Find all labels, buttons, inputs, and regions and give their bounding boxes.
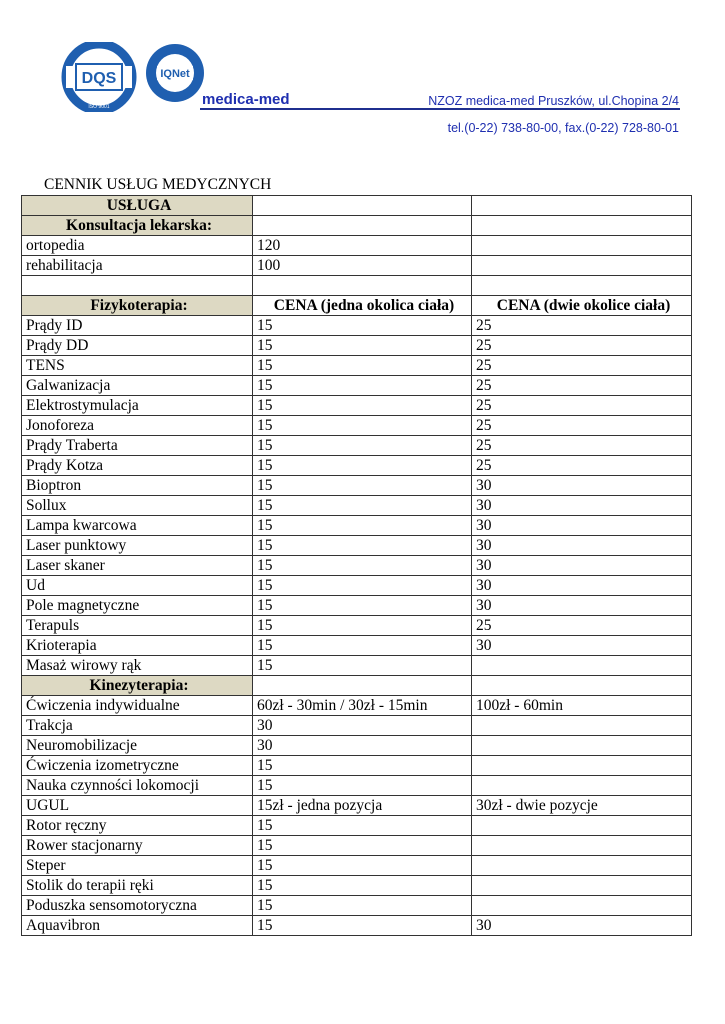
service-name: Elektrostymulacja <box>22 396 253 416</box>
price-2: 25 <box>472 396 692 416</box>
price-2: 30 <box>472 556 692 576</box>
table-row <box>22 696 692 716</box>
header-cell-empty <box>472 196 692 216</box>
section-cell-empty <box>253 216 472 236</box>
section-cell-empty <box>472 676 692 696</box>
empty-row <box>22 276 692 296</box>
table-row <box>22 336 692 356</box>
price-1: 15 <box>253 616 472 636</box>
table-row <box>22 356 692 376</box>
price-2: 25 <box>472 356 692 376</box>
table-row <box>22 316 692 336</box>
price-2 <box>472 816 692 836</box>
section-cell-empty <box>253 676 472 696</box>
service-name: Poduszka sensomotoryczna <box>22 896 253 916</box>
price-1: 30 <box>253 716 472 736</box>
table-row <box>22 816 692 836</box>
price-1: 15 <box>253 916 472 936</box>
service-name: Neuromobilizacje <box>22 736 253 756</box>
empty-cell <box>472 276 692 296</box>
price-1: 15 <box>253 436 472 456</box>
price-1: 15 <box>253 596 472 616</box>
service-name: ortopedia <box>22 236 253 256</box>
svg-text:ISO 9001: ISO 9001 <box>88 104 110 110</box>
table-row <box>22 916 692 936</box>
price-2 <box>472 716 692 736</box>
service-name: Laser punktowy <box>22 536 253 556</box>
clinic-address: NZOZ medica-med Pruszków, ul.Chopina 2/4 <box>428 94 679 108</box>
table-row <box>22 776 692 796</box>
section-row-kinezyterapia <box>22 676 692 696</box>
dqs-logo <box>60 42 138 112</box>
price-1: 15 <box>253 416 472 436</box>
service-name: Jonoforeza <box>22 416 253 436</box>
table-row <box>22 496 692 516</box>
price-1: 15zł - jedna pozycja <box>253 796 472 816</box>
price-2: 25 <box>472 316 692 336</box>
price-2 <box>472 256 692 276</box>
price-2: 25 <box>472 416 692 436</box>
price-1: 100 <box>253 256 472 276</box>
service-name: Trakcja <box>22 716 253 736</box>
table-row <box>22 376 692 396</box>
price-header-two-areas: CENA (dwie okolice ciała) <box>472 296 692 316</box>
dqs-logo-text: DQS <box>81 70 117 87</box>
price-2 <box>472 756 692 776</box>
service-name: Galwanizacja <box>22 376 253 396</box>
price-1: 30 <box>253 736 472 756</box>
empty-cell <box>253 276 472 296</box>
document-title: CENNIK USŁUG MEDYCZNYCH <box>44 176 272 193</box>
table-row <box>22 636 692 656</box>
price-1: 15 <box>253 636 472 656</box>
price-1: 15 <box>253 556 472 576</box>
table-row <box>22 396 692 416</box>
price-1: 15 <box>253 456 472 476</box>
price-1: 120 <box>253 236 472 256</box>
price-2: 30 <box>472 576 692 596</box>
price-2: 30zł - dwie pozycje <box>472 796 692 816</box>
table-row <box>22 836 692 856</box>
table-row <box>22 456 692 476</box>
clinic-phone: tel.(0-22) 738-80-00, fax.(0-22) 728-80-01 <box>447 121 679 135</box>
table-row <box>22 536 692 556</box>
table-row <box>22 596 692 616</box>
service-name: Rotor ręczny <box>22 816 253 836</box>
price-2: 30 <box>472 476 692 496</box>
price-1: 15 <box>253 896 472 916</box>
section-title: Konsultacja lekarska: <box>22 216 253 236</box>
price-2: 25 <box>472 336 692 356</box>
table-row <box>22 756 692 776</box>
price-2 <box>472 776 692 796</box>
service-name: Laser skaner <box>22 556 253 576</box>
table-row <box>22 656 692 676</box>
price-2: 25 <box>472 436 692 456</box>
section-row-konsultacja <box>22 216 692 236</box>
table-row <box>22 436 692 456</box>
table-header-row <box>22 196 692 216</box>
table-row <box>22 736 692 756</box>
price-2 <box>472 656 692 676</box>
service-name: Stolik do terapii ręki <box>22 876 253 896</box>
price-1: 15 <box>253 756 472 776</box>
price-2 <box>472 876 692 896</box>
iqnet-logo <box>144 42 206 104</box>
table-row <box>22 476 692 496</box>
price-2: 25 <box>472 616 692 636</box>
service-name: rehabilitacja <box>22 256 253 276</box>
section-title: Fizykoterapia: <box>22 296 253 316</box>
header-cell-empty <box>253 196 472 216</box>
service-name: Lampa kwarcowa <box>22 516 253 536</box>
price-2 <box>472 856 692 876</box>
price-1: 15 <box>253 336 472 356</box>
table-row <box>22 616 692 636</box>
price-1: 15 <box>253 876 472 896</box>
table-row <box>22 256 692 276</box>
price-1: 60zł - 30min / 30zł - 15min <box>253 696 472 716</box>
price-1: 15 <box>253 476 472 496</box>
certification-logos <box>60 42 210 112</box>
service-name: UGUL <box>22 796 253 816</box>
table-row <box>22 416 692 436</box>
table-row <box>22 516 692 536</box>
price-1: 15 <box>253 536 472 556</box>
price-2: 30 <box>472 596 692 616</box>
service-name: Nauka czynności lokomocji <box>22 776 253 796</box>
price-1: 15 <box>253 316 472 336</box>
service-name: Masaż wirowy rąk <box>22 656 253 676</box>
price-1: 15 <box>253 356 472 376</box>
service-name: Sollux <box>22 496 253 516</box>
empty-cell <box>22 276 253 296</box>
price-1: 15 <box>253 376 472 396</box>
price-2 <box>472 896 692 916</box>
price-1: 15 <box>253 496 472 516</box>
price-1: 15 <box>253 836 472 856</box>
price-2: 25 <box>472 376 692 396</box>
table-row <box>22 576 692 596</box>
table-row <box>22 896 692 916</box>
service-name: Prądy Traberta <box>22 436 253 456</box>
price-1: 15 <box>253 396 472 416</box>
service-name: Prądy Kotza <box>22 456 253 476</box>
price-2: 30 <box>472 536 692 556</box>
header-divider <box>200 108 680 110</box>
price-header-one-area: CENA (jedna okolica ciała) <box>253 296 472 316</box>
service-name: TENS <box>22 356 253 376</box>
service-name: Aquavibron <box>22 916 253 936</box>
price-table <box>21 195 692 936</box>
table-row <box>22 236 692 256</box>
service-name: Ćwiczenia indywidualne <box>22 696 253 716</box>
service-name: Ćwiczenia izometryczne <box>22 756 253 776</box>
table-row <box>22 856 692 876</box>
price-2: 30 <box>472 516 692 536</box>
brand-name: medica-med <box>202 91 290 108</box>
service-name: Steper <box>22 856 253 876</box>
price-2 <box>472 236 692 256</box>
table-row <box>22 556 692 576</box>
header-cell-service: USŁUGA <box>22 196 253 216</box>
service-name: Ud <box>22 576 253 596</box>
price-1: 15 <box>253 856 472 876</box>
service-name: Pole magnetyczne <box>22 596 253 616</box>
table-row <box>22 716 692 736</box>
table-row <box>22 876 692 896</box>
price-2 <box>472 736 692 756</box>
section-title: Kinezyterapia: <box>22 676 253 696</box>
table-row <box>22 796 692 816</box>
price-1: 15 <box>253 576 472 596</box>
service-name: Rower stacjonarny <box>22 836 253 856</box>
price-1: 15 <box>253 516 472 536</box>
price-2 <box>472 836 692 856</box>
section-cell-empty <box>472 216 692 236</box>
service-name: Bioptron <box>22 476 253 496</box>
price-2: 30 <box>472 636 692 656</box>
service-name: Terapuls <box>22 616 253 636</box>
service-name: Prądy ID <box>22 316 253 336</box>
iqnet-logo-text: IQNet <box>160 68 190 80</box>
price-2: 30 <box>472 496 692 516</box>
price-2: 100zł - 60min <box>472 696 692 716</box>
price-1: 15 <box>253 656 472 676</box>
service-name: Krioterapia <box>22 636 253 656</box>
price-2: 30 <box>472 916 692 936</box>
price-2: 25 <box>472 456 692 476</box>
section-row-fizykoterapia <box>22 296 692 316</box>
price-1: 15 <box>253 776 472 796</box>
price-1: 15 <box>253 816 472 836</box>
service-name: Prądy DD <box>22 336 253 356</box>
